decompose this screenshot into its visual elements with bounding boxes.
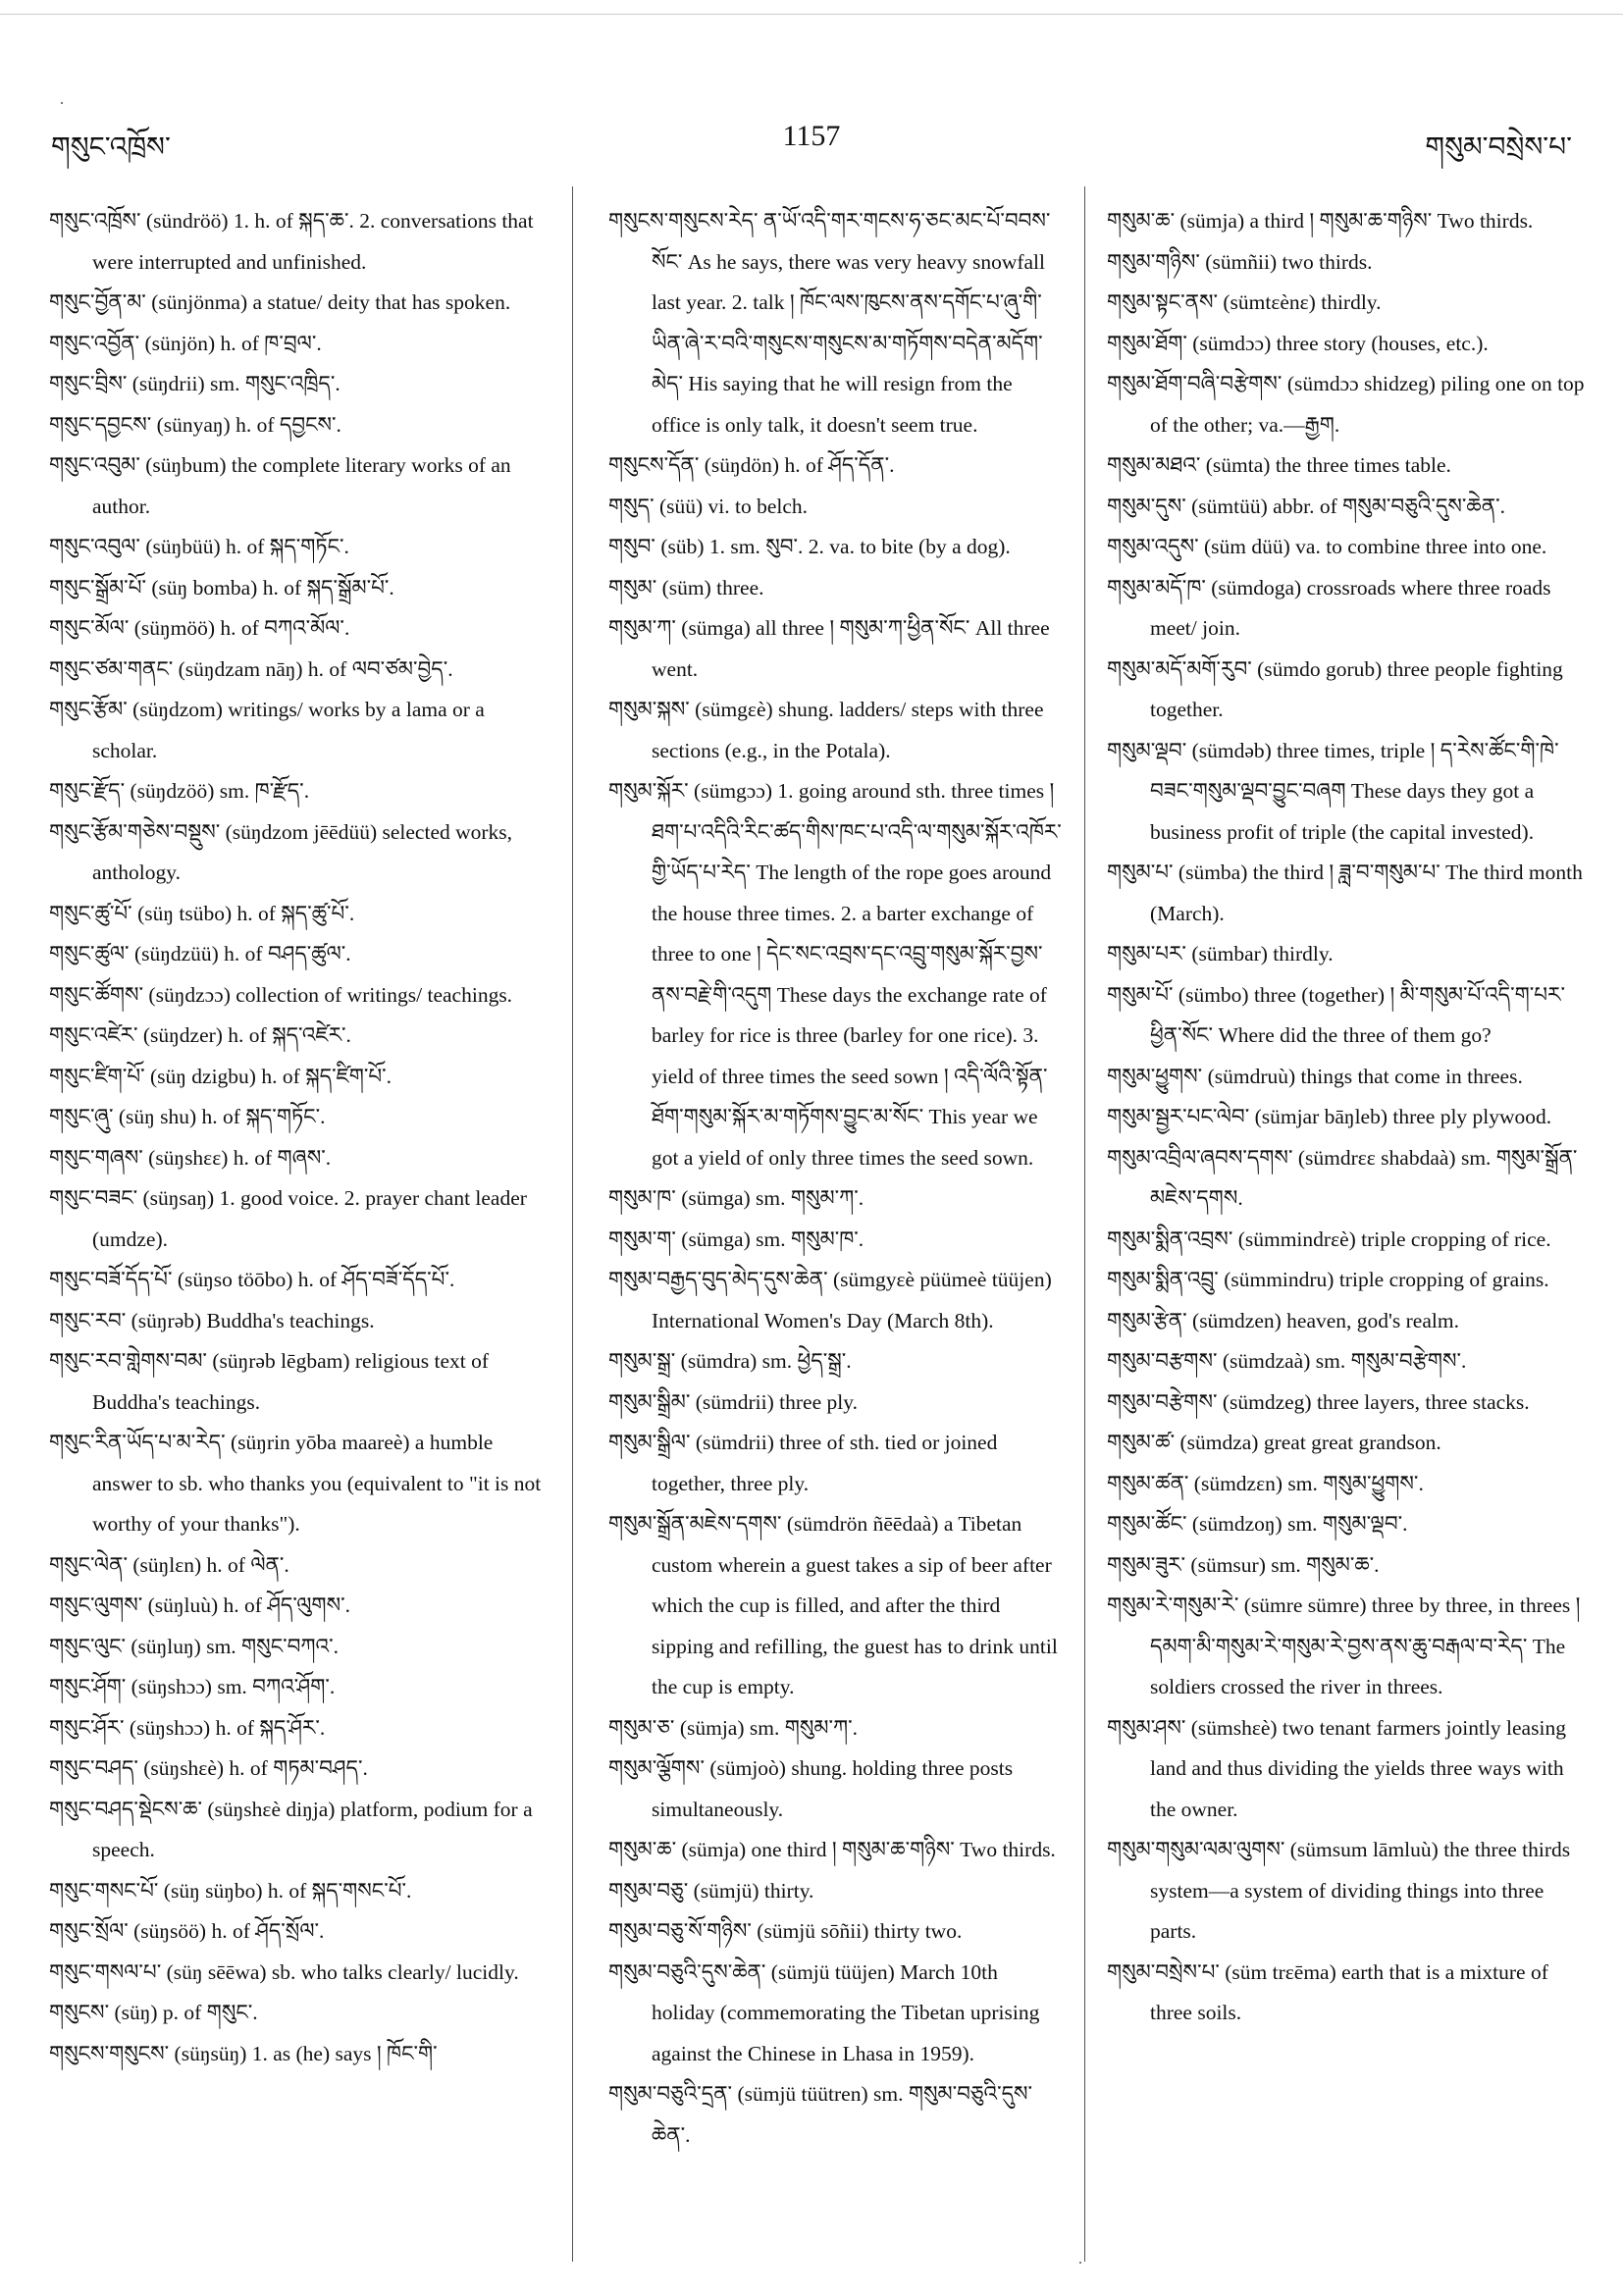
column-divider	[572, 186, 573, 2262]
page-number: 1157	[782, 120, 841, 152]
dictionary-entry: གསུམ་པོ་ (sümbo) three (together) ། མི་གསུམ་པོ་འདི་ག་པར་ཕྱིན་སོང་ Where did the three of them go?	[1107, 982, 1565, 1047]
dictionary-entry: གསུམ་གསུམ་ལམ་ལུགས་ (sümsum lāmluù) the three thirds system—a system of dividing things into three parts.	[1107, 1838, 1571, 1943]
dictionary-entry: གསུམ་རྩེན་ (sümdzen) heaven, god's realm.	[1107, 1308, 1459, 1332]
dictionary-entry: གསུང་འབུམ་ (süŋbum) the complete literary works of an author.	[49, 453, 511, 518]
dictionary-entry: གསུང་བཟང་ (süŋsaŋ) 1. good voice. 2. prayer chant leader (umdze).	[49, 1186, 527, 1251]
dictionary-entry: གསུམ་སྒྲིམ་ (sümdrii) three ply.	[608, 1389, 858, 1414]
scan-speck: ·	[59, 93, 65, 113]
dictionary-entry: གསུམ་ཤས་ (sümshεè) two tenant farmers jointly leasing land and thus dividing the yields three ways with the owner.	[1107, 1715, 1566, 1821]
running-head-right: གསུམ་བསྲེས་པ་	[1425, 132, 1572, 163]
dictionary-entry: གསུམ་མཐའ་ (sümta) the three times table.	[1107, 453, 1451, 477]
dictionary-entry: གསུང་ལུགས་ (süŋluù) h. of ཤོད་ལུགས་.	[49, 1593, 350, 1617]
dictionary-entry: གསུམ་བརྩེགས་ (sümdzeg) three layers, three stacks.	[1107, 1389, 1530, 1414]
dictionary-entry: གསུང་ལུང་ (süŋluŋ) sm. གསུང་བཀའ་.	[49, 1634, 339, 1658]
dictionary-entry: གསུམ་རེ་གསུམ་རེ་ (sümre sümre) three by three, in threes ། དམག་མི་གསུམ་རེ་གསུམ་རེ་བྱས་ནས་ཆུ་བརྒལ་བ་རེད་ The soldiers crossed the river in threes.	[1107, 1593, 1581, 1698]
dictionary-entry: གསུམ་ལྕོགས་ (sümjoò) shung. holding three posts simultaneously.	[608, 1756, 1014, 1821]
column-middle	[608, 201, 1065, 2156]
dictionary-entry: གསུང་རབ་གླེགས་བམ་ (süŋrəb lēgbam) religious text of Buddha's teachings.	[49, 1349, 490, 1414]
dictionary-entry: གསུམ་ (süm) three.	[608, 575, 764, 600]
dictionary-entry: གསུང་རྫོད་ (süŋdzöö) sm. ཁ་རྫོད་.	[49, 779, 310, 803]
dictionary-entry: གསུང་ཚོགས་ (süŋdzɔɔ) collection of writings/ teachings.	[49, 982, 513, 1007]
dictionary-entry: གསུམ་སྒྲིལ་ (sümdrii) three of sth. tied or joined together, three ply.	[608, 1431, 998, 1495]
dictionary-entry: གསུམ་ཟུར་ (sümsur) sm. གསུམ་ཆ་.	[1107, 1552, 1380, 1577]
dictionary-entry: གསུང་གསང་པོ་ (süŋ süŋbo) h. of སྐད་གསང་པོ་.	[49, 1878, 412, 1903]
dictionary-entry: གསུམ་སྒྲ་ (sümdra) sm. ཕྱེད་སྒྲ་.	[608, 1349, 852, 1373]
dictionary-entry: གསུང་བྲིས་ (süŋdrii) sm. གསུང་འཁྲིད་.	[49, 372, 340, 395]
dictionary-entry: གསུང་བྱོན་མ་ (sünjönma) a statue/ deity that has spoken.	[49, 290, 511, 314]
dictionary-entry: གསུམ་གཉིས་ (sümñii) two thirds.	[1107, 249, 1373, 274]
dictionary-entry: གསུམ་བསྲེས་པ་ (süm trεēma) earth that is a mixture of three soils.	[1107, 1959, 1548, 2024]
dictionary-entry: གསུམ་དུས་ (sümtüü) abbr. of གསུམ་བཅུའི་དུས་ཆེན་.	[1107, 494, 1505, 518]
dictionary-entry: གསུང་འཁྲོས་ (sündröö) 1. h. of སྐད་ཆ་. 2. conversations that were interrupted and unfinished.	[49, 209, 534, 274]
dictionary-entry: གསུང་རྩོམ་ (süŋdzom) writings/ works by a lama or a scholar.	[49, 698, 485, 762]
dictionary-entry: གསུང་བཤད་སྡེངས་ཆ་ (süŋshεè diŋja) platform, podium for a speech.	[49, 1797, 533, 1861]
dictionary-entry: གསུང་གཞས་ (süŋshεε) h. of གཞས་.	[49, 1145, 332, 1170]
dictionary-entry: གསུམ་སྟང་ནས་ (sümtεènε) thirdly.	[1107, 290, 1382, 314]
dictionary-entry: གསུང་མོལ་ (süŋmöö) h. of བཀའ་མོལ་.	[49, 616, 350, 640]
dictionary-entry: གསུང་དབྱངས་ (sünyaŋ) h. of དབྱངས་.	[49, 412, 341, 437]
dictionary-entry: གསུམ་ཐོག་ (sümdɔɔ) three story (houses, etc.).	[1107, 331, 1489, 355]
top-scan-line	[0, 14, 1623, 15]
column-divider	[1084, 186, 1085, 2262]
dictionary-entry: གསུམ་པ་ (sümba) the third ། ཟླ་བ་གསུམ་པ་ The third month (March).	[1107, 861, 1583, 925]
dictionary-entry: གསུམ་སྒྲོན་མཇེས་དགས་ (sümdrön ñēēdaà) a Tibetan custom wherein a guest takes a sip of beer after which the cup is filled, and after the third sipping and refilling, the guest has to drink until the cup is empty.	[608, 1512, 1058, 1698]
dictionary-entry: གསུམ་བཅུའི་དྲན་ (sümjü tüütren) sm. གསུམ་བཅུའི་དུས་ཆེན་.	[608, 2082, 1033, 2147]
dictionary-entry: གསུམ་འདུས་ (süm düü) va. to combine three into one.	[1107, 535, 1547, 558]
dictionary-entry: གསུམ་ལྡབ་ (sümdəb) three times, triple ། ད་རེས་ཚོང་གི་ཁེ་བཟང་གསུམ་ལྡབ་བྱུང་བཞག These days they got a business profit of triple (the capital invested).	[1107, 738, 1559, 844]
dictionary-entry: གསུམ་ཚོང་ (sümdzoŋ) sm. གསུམ་ལྡབ་.	[1107, 1512, 1408, 1536]
dictionary-entry: གསུབ་ (süb) 1. sm. སུབ་. 2. va. to bite (by a dog).	[608, 535, 1011, 558]
column-right	[1107, 201, 1594, 2034]
dictionary-entry: གསུང་ལེན་ (süŋlεn) h. of ལེན་.	[49, 1552, 289, 1577]
dictionary-entry: གསུངས་ (süŋ) p. of གསུང་.	[49, 2001, 258, 2024]
dictionary-entry: གསུམ་སྦྱར་པང་ལེབ་ (sümjar bāŋleb) three ply plywood.	[1107, 1105, 1552, 1128]
dictionary-entry: གསུང་རབ་ (süŋrəb) Buddha's teachings.	[49, 1308, 375, 1332]
dictionary-entry: གསུང་ཚུལ་ (süŋdzüü) h. of བཤད་ཚུལ་.	[49, 942, 351, 965]
dictionary-entry: གསུང་འབྱོན་ (sünjön) h. of ཁ་བྲལ་.	[49, 331, 322, 355]
dictionary-entry: གསུངས་གསུངས་རེད་ ན་ཡོ་འདི་གར་གངས་ཧ་ཅང་མང་པོ་བབས་སོང་ As he says, there was very heavy snowfall last year. 2. talk ། ཁོང་ལས་ཁུངས་ནས་དགོང་པ་ཞུ་གི་ཡིན་ཞེ་ར་བའི་གསུངས་གསུངས་མ་གཏོགས་བདེན་མདོག་མེད་ His saying that he will resign from the office is only talk, it doesn't seem true.	[608, 209, 1051, 437]
dictionary-entry: གསུམ་ཅ་ (sümja) sm. གསུམ་ཀ་.	[608, 1715, 858, 1740]
dictionary-entry: གསུམ་ཀ་ (sümga) all three ། གསུམ་ཀ་ཕྱིན་སོང་ All three went.	[608, 616, 1050, 681]
dictionary-entry: གསུམ་ཕྱུགས་ (sümdruù) things that come in threes.	[1107, 1064, 1523, 1088]
dictionary-entry: གསུང་བཤད་ (süŋshεè) h. of གཏམ་བཤད་.	[49, 1756, 368, 1780]
dictionary-entry: གསུང་རིན་ཡོད་པ་མ་རེད་ (süŋrin yōba maareè) a humble answer to sb. who thanks you (equivalent to "it is not worthy of your thanks").	[49, 1431, 542, 1536]
dictionary-entry: གསུམ་འབྲིལ་ཞབས་དགས་ (sümdrεε shabdaà) sm. གསུམ་སྒྲོན་མཇེས་དགས.	[1107, 1145, 1578, 1210]
running-head-left: གསུང་འཁྲོས་	[51, 132, 171, 163]
dictionary-entry: གསུམ་བཅུའི་དུས་ཆེན་ (sümjü tüüjen) March 10th holiday (commemorating the Tibetan uprising against the Chinese in Lhasa in 1959).	[608, 1959, 1040, 2065]
dictionary-entry: གསུམ་བཅུ་ (sümjü) thirty.	[608, 1878, 814, 1903]
dictionary-entry: གསུང་གསལ་པ་ (süŋ sēēwa) sb. who talks clearly/ lucidly.	[49, 1959, 519, 1984]
dictionary-entry: གསུམ་ཁ་ (sümga) sm. གསུམ་ཀ་.	[608, 1186, 864, 1210]
dictionary-entry: གསུམ་སྨིན་འབྲུ་ (sümmindru) triple cropping of grains.	[1107, 1268, 1549, 1291]
dictionary-entry: གསུང་ཚུ་པོ་ (süŋ tsübo) h. of སྐད་ཚུ་པོ་.	[49, 901, 355, 925]
dictionary-entry: གསུམ་ཚ་ (sümdza) great great grandson.	[1107, 1431, 1441, 1454]
dictionary-entry: གསུང་ཤོག་ (süŋshɔɔ) sm. བཀའ་ཤོག་.	[49, 1675, 336, 1698]
dictionary-entry: གསུམ་སྐས་ (sümgεè) shung. ladders/ steps with three sections (e.g., in the Potala).	[608, 698, 1044, 762]
dictionary-entry: གསུང་སྲོལ་ (süŋsöö) h. of ཤོད་སྲོལ་.	[49, 1919, 325, 1943]
dictionary-entry: གསུམ་བརྩགས་ (sümdzaà) sm. གསུམ་བརྩེགས་.	[1107, 1349, 1467, 1373]
dictionary-entry: གསུམ་ག་ (sümga) sm. གསུམ་ཁ་.	[608, 1226, 864, 1251]
dictionary-entry: གསུད་ (süü) vi. to belch.	[608, 494, 809, 518]
dictionary-entry: གསུམ་ཐོག་བཞི་བརྩེགས་ (sümdɔɔ shidzeg) piling one on top of the other; va.—རྒྱག.	[1107, 372, 1585, 437]
dictionary-entry: གསུམ་མདོ་ཁ་ (sümdoga) crossroads where three roads meet/ join.	[1107, 575, 1551, 640]
dictionary-entry: གསུམ་སྐོར་ (sümgɔɔ) 1. going around sth. three times ། ཐག་པ་འདིའི་རིང་ཚད་གིས་ཁང་པ་འདི་ལ་གསུམ་སྐོར་འཁོར་གྱི་ཡོད་པ་རེད་ The length of the rope goes around the house three times. 2. a barter exchange of three to one ། དེང་སང་འབྲས་དང་འབྲུ་གསུམ་སྐོར་བྱས་ནས་བརྗེ་གི་འདུག These days the exchange rate of barley for rice is three (barley for one rice). 3. yield of three times the seed sown ། འདི་ལོའི་སྟོན་ཐོག་གསུམ་སྐོར་མ་གཏོགས་བྱུང་མ་སོང་ This year we got a yield of only three times the seed sown.	[608, 779, 1062, 1170]
dictionary-entry: གསུམ་ཆ་ (sümja) one third ། གསུམ་ཆ་གཉིས་ Two thirds.	[608, 1838, 1056, 1861]
dictionary-entry: གསུམ་བརྒྱད་བུད་མེད་དུས་ཆེན་ (sümgyεè püümeè tüüjen) International Women's Day (March 8th).	[608, 1268, 1052, 1332]
dictionary-entry: གསུམ་ཆ་ (sümja) a third ། གསུམ་ཆ་གཉིས་ Two thirds.	[1107, 209, 1534, 233]
dictionary-entry: གསུམ་ཚན་ (sümdzεn) sm. གསུམ་ཕྱུགས་.	[1107, 1471, 1424, 1495]
dictionary-entry: གསུམ་སྨིན་འབྲས་ (sümmindrεè) triple cropping of rice.	[1107, 1226, 1551, 1251]
dictionary-entry: གསུང་འབུལ་ (süŋbüü) h. of སྐད་གཏོང་.	[49, 535, 349, 558]
dictionary-entry: གསུང་ཛིག་པོ་ (süŋ dzigbu) h. of སྐད་ཛིག་པོ་.	[49, 1064, 393, 1088]
dictionary-entry: གསུང་སྒྲོམ་པོ་ (süŋ bomba) h. of སྐད་སྒྲོམ་པོ་.	[49, 575, 394, 600]
dictionary-entry: གསུང་ཙམ་གནང་ (süŋdzam nāŋ) h. of ལབ་ཙམ་བྱེད་.	[49, 656, 453, 681]
dictionary-entry: གསུང་བཟོ་དོད་པོ་ (süŋso töōbo) h. of ཤོད་བཟོ་དོད་པོ་.	[49, 1268, 455, 1291]
dictionary-entry: གསུང་རྩོམ་གཅེས་བསྡུས་ (süŋdzom jēēdüü) selected works, anthology.	[49, 819, 513, 884]
scan-speck: ·	[1077, 2253, 1083, 2272]
dictionary-entry: གསུང་ཤོར་ (süŋshɔɔ) h. of སྐད་ཤོར་.	[49, 1715, 326, 1740]
dictionary-entry: གསུང་འཛེར་ (süŋdzer) h. of སྐད་འཛེར་.	[49, 1023, 351, 1047]
dictionary-entry: གསུང་ཞུ་ (süŋ shu) h. of སྐད་གཏོང་.	[49, 1105, 326, 1128]
dictionary-entry: གསུངས་དོན་ (süŋdön) h. of ཤོད་དོན་.	[608, 453, 895, 477]
dictionary-entry: གསུངས་གསུངས་ (süŋsüŋ) 1. as (he) says ། ཁོང་གི་	[49, 2041, 438, 2065]
dictionary-entry: གསུམ་པར་ (sümbar) thirdly.	[1107, 942, 1334, 965]
dictionary-entry: གསུམ་མདོ་མགོ་རུབ་ (sümdo gorub) three people fighting together.	[1107, 656, 1563, 721]
dictionary-entry: གསུམ་བཅུ་སོ་གཉིས་ (sümjü sōñii) thirty two.	[608, 1919, 963, 1943]
column-left	[49, 201, 550, 2074]
